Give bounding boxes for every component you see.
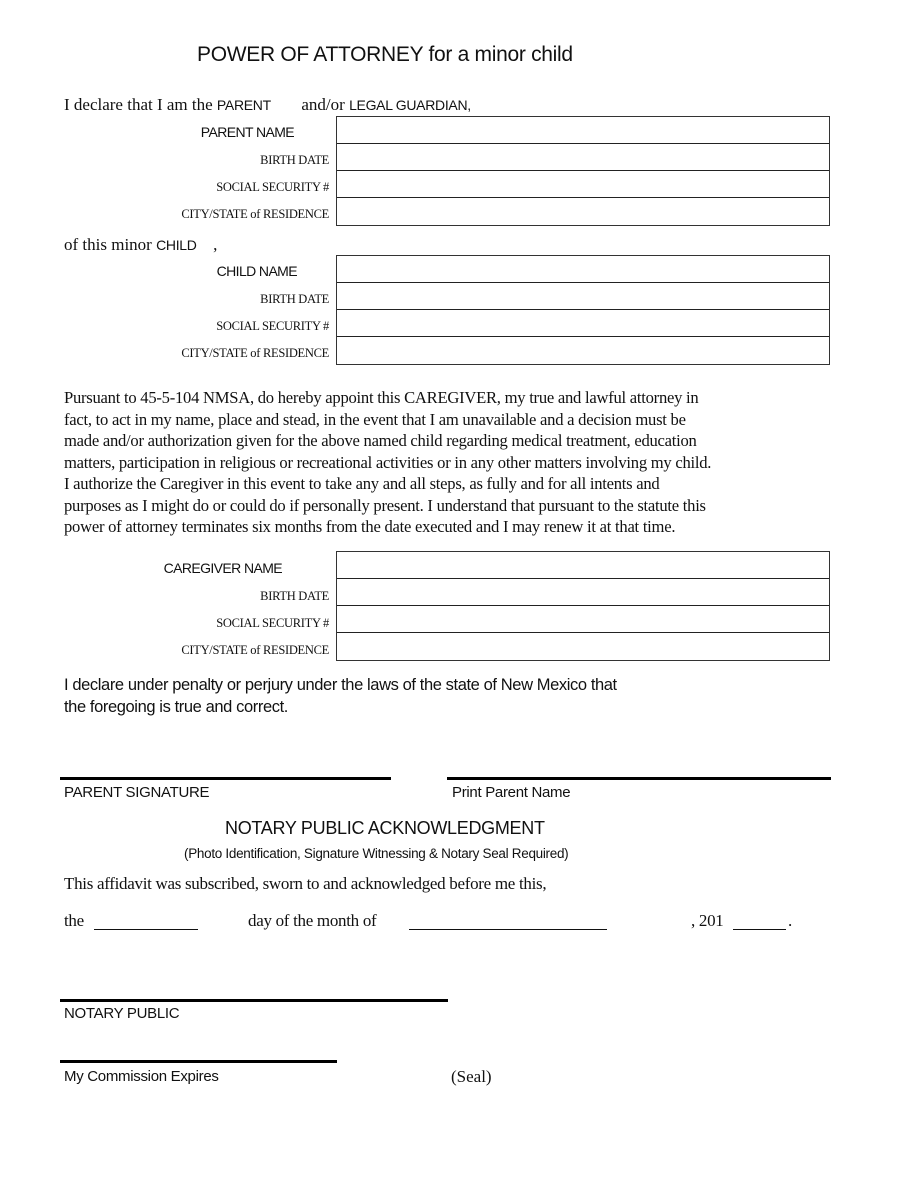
- affidavit-text: This affidavit was subscribed, sworn to and acknowledged before me this,: [64, 874, 547, 893]
- parent-ssn-label: SOCIAL SECURITY #: [216, 180, 329, 194]
- child-intro-prefix: of this minor: [64, 235, 152, 254]
- caregiver-birth-date-cell: [337, 579, 829, 606]
- print-parent-name-line[interactable]: [447, 777, 831, 780]
- child-intro-child: CHILD: [156, 237, 197, 253]
- parent-intro-prefix: I declare that I am the: [64, 95, 213, 114]
- child-residence-cell: [337, 337, 829, 364]
- notary-public-label: NOTARY PUBLIC: [64, 1005, 180, 1022]
- year-blank[interactable]: [733, 915, 786, 930]
- caregiver-ssn-cell: [337, 606, 829, 633]
- child-name-cell: [337, 256, 829, 283]
- caregiver-name-label: CAREGIVER NAME: [163, 560, 282, 576]
- parent-info-table: [336, 116, 830, 226]
- notary-heading: NOTARY PUBLIC ACKNOWLEDGMENT: [225, 818, 545, 838]
- child-intro-comma: ,: [213, 235, 218, 254]
- child-info-table: [336, 255, 830, 365]
- paragraph-line: Pursuant to 45-5-104 NMSA, do hereby appoint this CAREGIVER, my true and lawful attorney in: [64, 388, 699, 407]
- paragraph-line: made and/or authorization given for the above named child regarding medical treatment, education: [64, 431, 697, 450]
- child-birth-date-input[interactable]: [337, 283, 829, 309]
- parent-residence-cell: [337, 198, 829, 225]
- child-ssn-label: SOCIAL SECURITY #: [216, 319, 329, 333]
- declaration-line-1: I declare under penalty or perjury under the laws of the state of New Mexico that: [64, 676, 617, 694]
- print-parent-name-label: Print Parent Name: [452, 784, 571, 801]
- parent-signature-label: PARENT SIGNATURE: [64, 784, 210, 801]
- commission-expires-label: My Commission Expires: [64, 1068, 219, 1085]
- paragraph-line: I authorize the Caregiver in this event to take any and all steps, as fully and for all intents and: [64, 474, 660, 493]
- paragraph-line: matters, participation in religious or recreational activities or in any other matters involving my child.: [64, 452, 712, 472]
- child-birth-date-label: BIRTH DATE: [260, 292, 329, 306]
- date-month-label: day of the month of: [248, 911, 377, 930]
- caregiver-info-table: [336, 551, 830, 661]
- parent-birth-date-cell: [337, 144, 829, 171]
- parent-birth-date-label: BIRTH DATE: [260, 153, 329, 167]
- caregiver-name-cell: [337, 552, 829, 579]
- parent-signature-line[interactable]: [60, 777, 391, 780]
- document-title: POWER OF ATTORNEY for a minor child: [197, 43, 573, 66]
- commission-expires-line[interactable]: [60, 1060, 337, 1063]
- seal-label: (Seal): [451, 1067, 492, 1086]
- parent-birth-date-input[interactable]: [337, 144, 829, 170]
- paragraph-line: power of attorney terminates six months from the date executed and I may renew it at that time.: [64, 517, 676, 536]
- caregiver-residence-input[interactable]: [337, 633, 829, 660]
- parent-name-input[interactable]: [337, 117, 829, 143]
- caregiver-ssn-label: SOCIAL SECURITY #: [216, 616, 329, 630]
- child-name-input[interactable]: [337, 256, 829, 282]
- caregiver-name-input[interactable]: [337, 552, 829, 578]
- paragraph-line: purposes as I might do or could do if personally present. I understand that pursuant to the statute this: [64, 495, 706, 515]
- parent-intro-guardian: LEGAL GUARDIAN,: [349, 97, 471, 113]
- caregiver-birth-date-label: BIRTH DATE: [260, 589, 329, 603]
- caregiver-birth-date-input[interactable]: [337, 579, 829, 605]
- notary-subheading: (Photo Identification, Signature Witnessing & Notary Seal Required): [184, 846, 569, 861]
- date-period: .: [788, 911, 792, 930]
- parent-intro-parent: PARENT: [216, 97, 271, 113]
- parent-name-cell: [337, 117, 829, 144]
- parent-intro-andor: and/or: [301, 95, 345, 114]
- child-ssn-input[interactable]: [337, 310, 829, 336]
- parent-ssn-input[interactable]: [337, 171, 829, 197]
- child-residence-label: CITY/STATE of RESIDENCE: [181, 346, 329, 360]
- parent-residence-input[interactable]: [337, 198, 829, 225]
- parent-name-label: PARENT NAME: [200, 124, 294, 140]
- child-ssn-cell: [337, 310, 829, 337]
- caregiver-residence-cell: [337, 633, 829, 660]
- caregiver-ssn-input[interactable]: [337, 606, 829, 632]
- child-birth-date-cell: [337, 283, 829, 310]
- caregiver-residence-label: CITY/STATE of RESIDENCE: [181, 643, 329, 657]
- date-the-label: the: [64, 911, 84, 930]
- declaration-line-2: the foregoing is true and correct.: [64, 698, 288, 716]
- notary-public-signature-line[interactable]: [60, 999, 448, 1002]
- child-residence-input[interactable]: [337, 337, 829, 364]
- appointment-paragraph: [64, 387, 844, 538]
- parent-ssn-cell: [337, 171, 829, 198]
- day-blank[interactable]: [94, 915, 198, 930]
- paragraph-line: fact, to act in my name, place and stead, in the event that I am unavailable and a decision must be: [64, 409, 686, 429]
- date-year-prefix: , 201: [691, 911, 724, 930]
- parent-residence-label: CITY/STATE of RESIDENCE: [181, 207, 329, 221]
- child-name-label: CHILD NAME: [216, 263, 297, 279]
- month-blank[interactable]: [409, 915, 607, 930]
- parent-intro: [64, 95, 471, 115]
- child-intro: [64, 235, 217, 255]
